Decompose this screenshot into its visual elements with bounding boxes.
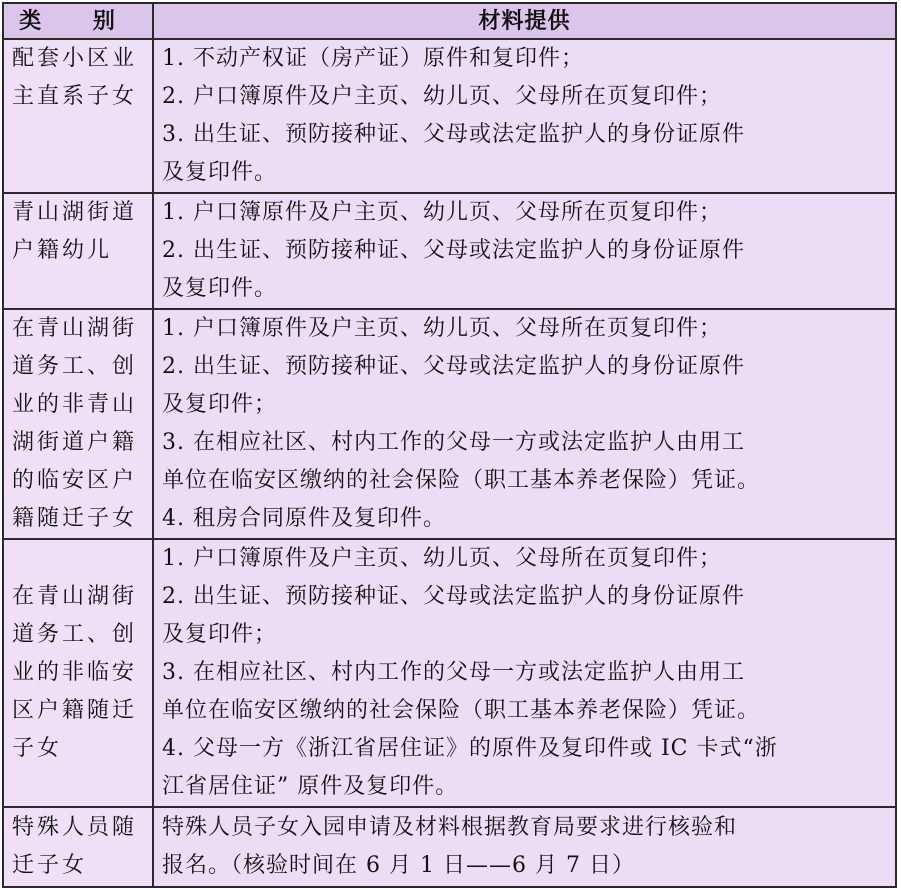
category-line: 道务工、创 bbox=[12, 354, 138, 379]
table-row bbox=[3, 807, 896, 887]
category-line: 青山湖街道 bbox=[12, 200, 138, 225]
category-line: 湖街道户籍 bbox=[12, 430, 138, 455]
table-row bbox=[3, 193, 896, 309]
header-category: 类 别 bbox=[3, 3, 153, 39]
material-line: 单位在临安区缴纳的社会保险（职工基本养老保险）凭证。 bbox=[162, 468, 761, 493]
material-line: 2. 出生证、预防接种证、父母或法定监护人的身份证原件 bbox=[162, 354, 745, 379]
category-line: 配套小区业 bbox=[12, 46, 138, 71]
category-line: 特殊人员随 bbox=[12, 815, 138, 840]
materials-cell bbox=[153, 807, 896, 887]
table-row bbox=[3, 309, 896, 539]
category-cell bbox=[3, 39, 153, 193]
category-line: 子女 bbox=[12, 736, 63, 761]
material-line: 3. 在相应社区、村内工作的父母一方或法定监护人由用工 bbox=[162, 430, 745, 455]
material-line: 报名。（核验时间在 6 月 1 日——6 月 7 日） bbox=[162, 853, 635, 878]
category-line: 业的非临安 bbox=[12, 660, 138, 685]
category-line: 在青山湖街 bbox=[12, 584, 138, 609]
material-line: 特殊人员子女入园申请及材料根据教育局要求进行核验和 bbox=[162, 815, 738, 840]
category-line: 区户籍随迁 bbox=[12, 698, 138, 723]
category-line: 户籍幼儿 bbox=[12, 238, 113, 263]
material-line: 3. 在相应社区、村内工作的父母一方或法定监护人由用工 bbox=[162, 660, 745, 685]
category-line: 主直系子女 bbox=[12, 84, 138, 109]
admission-materials-table bbox=[2, 2, 897, 888]
category-cell bbox=[3, 807, 153, 887]
material-line: 及复印件。 bbox=[162, 160, 278, 185]
material-line: 1. 户口簿原件及户主页、幼儿页、父母所在页复印件； bbox=[162, 200, 722, 225]
category-cell bbox=[3, 193, 153, 309]
material-line: 4. 租房合同原件及复印件。 bbox=[162, 506, 446, 531]
material-line: 3. 出生证、预防接种证、父母或法定监护人的身份证原件 bbox=[162, 122, 745, 147]
table-row bbox=[3, 39, 896, 193]
table-row bbox=[3, 539, 896, 807]
material-line: 1. 不动产权证（房产证）原件和复印件； bbox=[162, 46, 584, 71]
material-line: 2. 出生证、预防接种证、父母或法定监护人的身份证原件 bbox=[162, 238, 745, 263]
materials-cell bbox=[153, 539, 896, 807]
material-line: 2. 出生证、预防接种证、父母或法定监护人的身份证原件 bbox=[162, 584, 745, 609]
category-cell bbox=[3, 539, 153, 807]
category-line: 迁子女 bbox=[12, 853, 88, 878]
header-materials: 材料提供 bbox=[153, 3, 896, 39]
material-line: 及复印件； bbox=[162, 622, 278, 647]
category-line: 的临安区户 bbox=[12, 468, 138, 493]
materials-cell bbox=[153, 193, 896, 309]
materials-cell bbox=[153, 39, 896, 193]
material-line: 1. 户口簿原件及户主页、幼儿页、父母所在页复印件； bbox=[162, 546, 722, 571]
material-line: 江省居住证” 原件及复印件。 bbox=[162, 774, 459, 799]
material-line: 2. 户口簿原件及户主页、幼儿页、父母所在页复印件； bbox=[162, 84, 722, 109]
material-line: 4. 父母一方《浙江省居住证》的原件及复印件或 IC 卡式“浙 bbox=[162, 736, 778, 761]
category-cell bbox=[3, 309, 153, 539]
material-line: 单位在临安区缴纳的社会保险（职工基本养老保险）凭证。 bbox=[162, 698, 761, 723]
category-line: 道务工、创 bbox=[12, 622, 138, 647]
category-line: 籍随迁子女 bbox=[12, 506, 138, 531]
category-line: 在青山湖街 bbox=[12, 316, 138, 341]
material-line: 1. 户口簿原件及户主页、幼儿页、父母所在页复印件； bbox=[162, 316, 722, 341]
material-line: 及复印件； bbox=[162, 392, 278, 417]
materials-cell bbox=[153, 309, 896, 539]
material-line: 及复印件。 bbox=[162, 276, 278, 301]
category-line: 业的非青山 bbox=[12, 392, 138, 417]
table-header-row bbox=[3, 3, 896, 39]
